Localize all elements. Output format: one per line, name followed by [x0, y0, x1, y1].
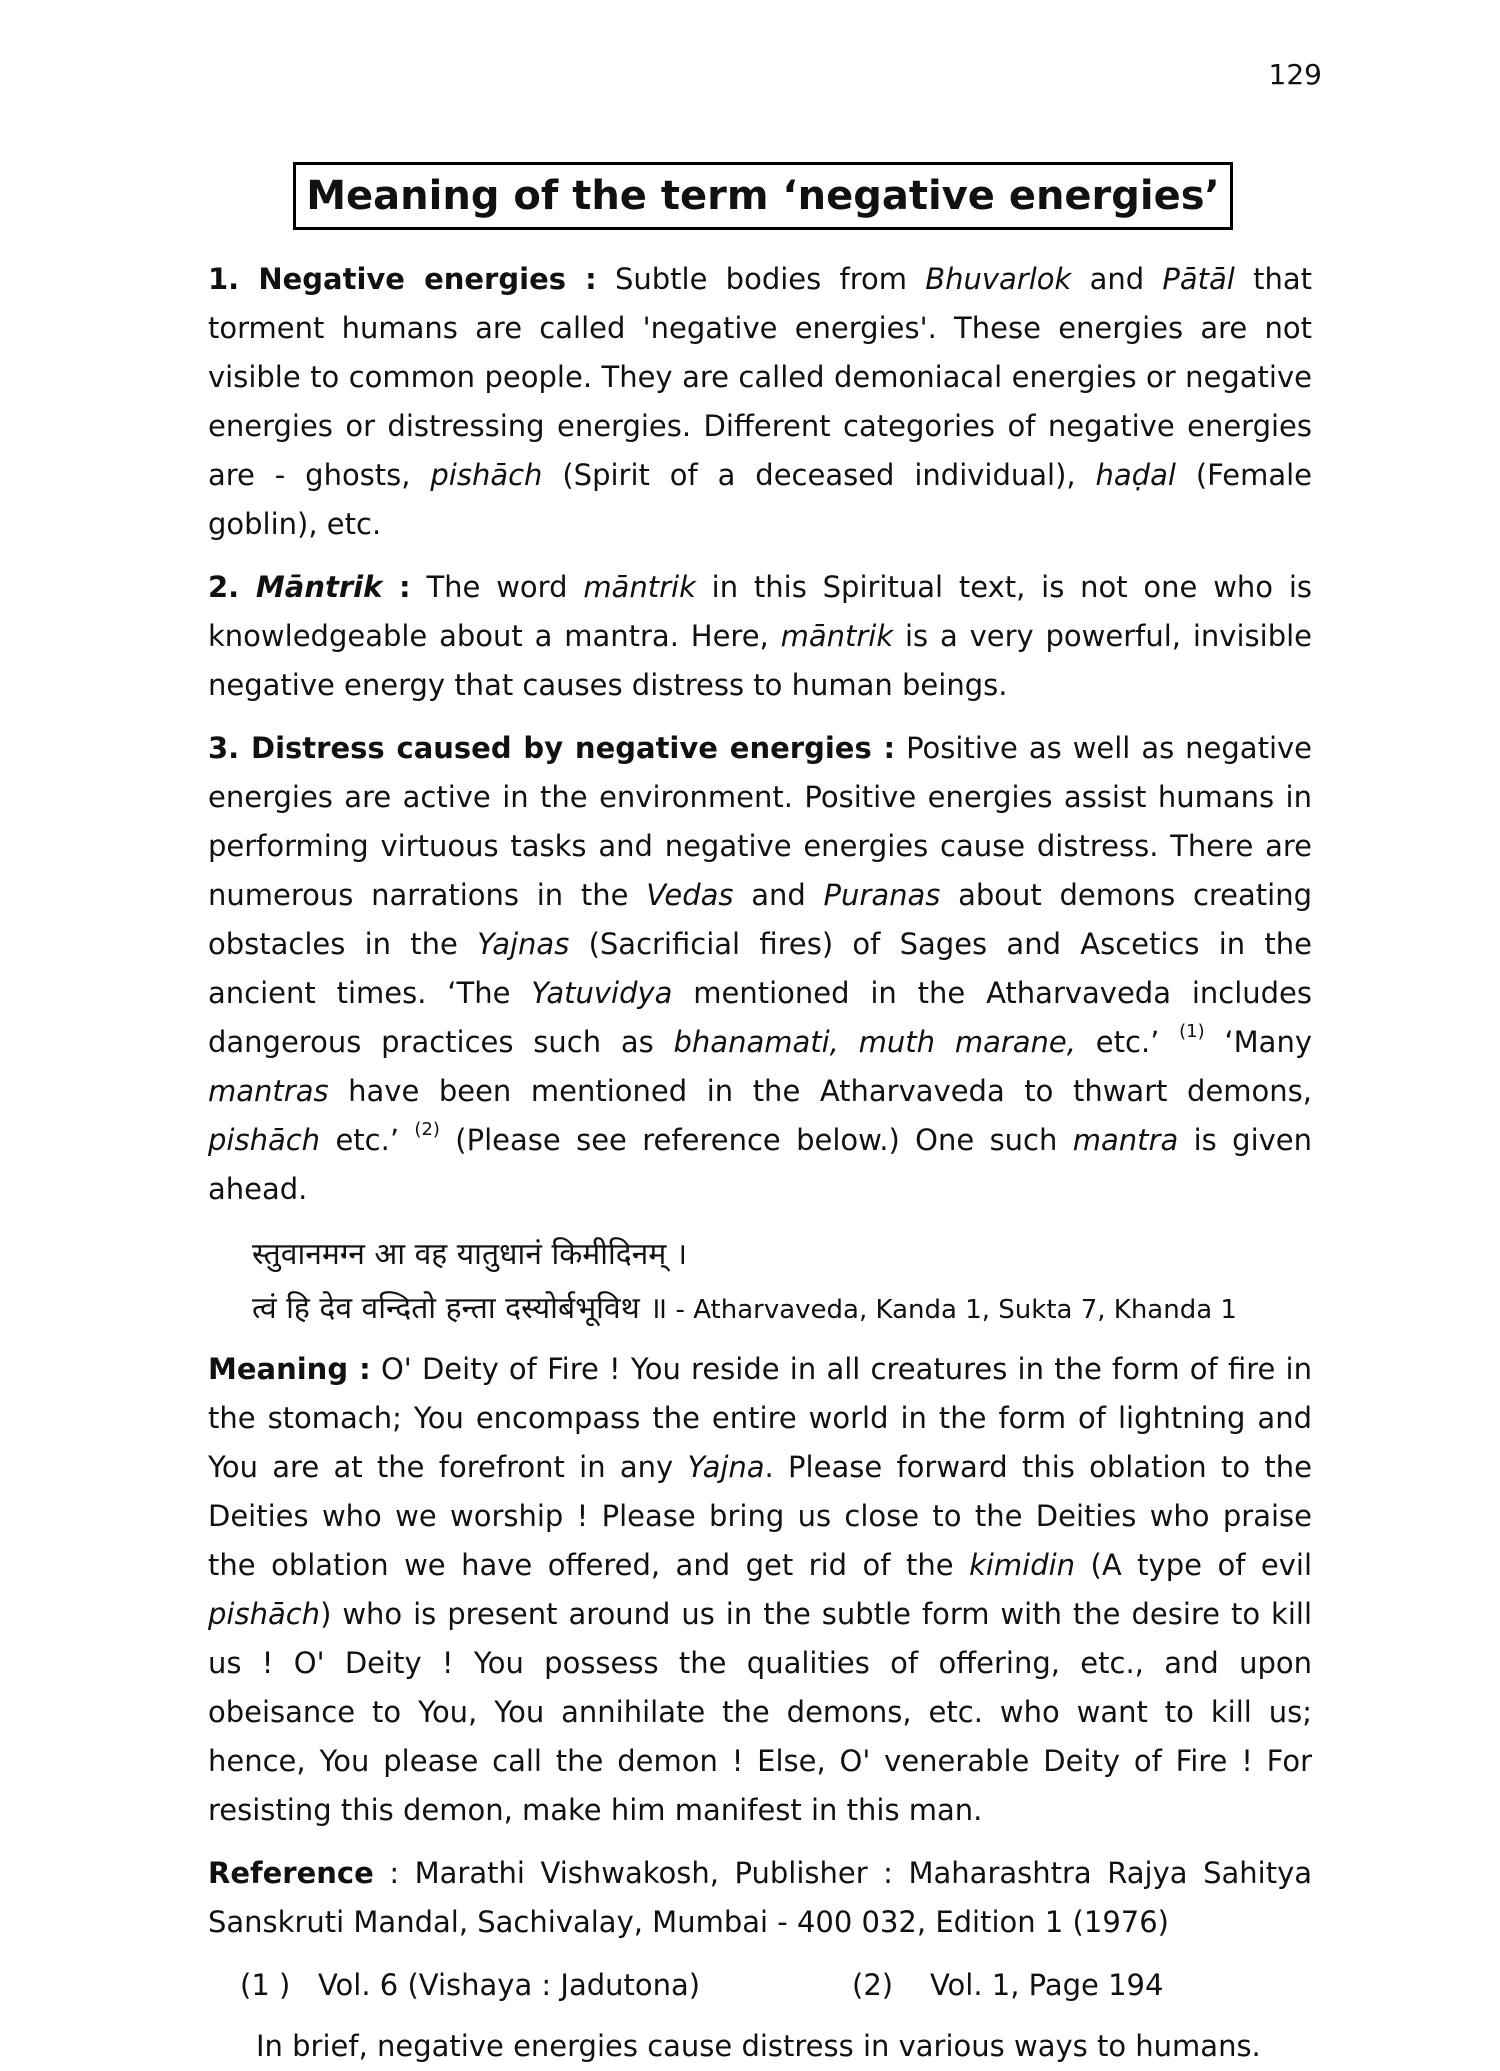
- text: ) who is present around us in the subtle form with the desire to kill us ! O' Deity ! You possess the qualities of offering, etc., and upon obeisance to You, You annihilate the demons, etc. who want to kill us; hence, You please call the demon ! Else, O' venerable Deity of Fire ! For resisting this demon, make him manifest in this man.: [208, 1597, 1312, 1827]
- text: (Sacrificial fires) of Sages and Ascetics in the ancient times. ‘The: [208, 927, 1313, 1010]
- text: ‘Many: [1204, 1025, 1312, 1059]
- text: have been mentioned in the Atharvaveda to thwart demons,: [328, 1074, 1312, 1108]
- page-number: 129: [1268, 58, 1322, 91]
- paragraph-label: Meaning :: [208, 1352, 371, 1386]
- paragraph-label: Reference: [208, 1856, 374, 1890]
- text: is a very powerful, invisible negative energy that causes distress to human beings.: [208, 619, 1312, 702]
- footnotes: [208, 1961, 1312, 2010]
- text: that torment humans are called 'negative energies'. These energies are not visible to common people. They are called demoniacal energies or negative energies or distressing energies. Different categories of negative energies are - ghosts,: [208, 262, 1312, 492]
- verse-line-1: स्तुवानमग्न आ वह यातुधानं किमीदिनम् ।: [252, 1237, 688, 1272]
- verse-line-2: [208, 1282, 1312, 1337]
- term: Puranas: [823, 878, 941, 912]
- text: O' Deity of Fire ! You reside in all creatures in the form of fire in the stomach; You encompass the entire world in the form of lightning and You are at the forefront in any: [208, 1352, 1312, 1484]
- text: (Please see reference below.) One such: [439, 1123, 1073, 1157]
- term: Bhuvarlok: [925, 262, 1072, 296]
- term: mantras: [208, 1074, 329, 1108]
- paragraph-label: :: [382, 570, 411, 604]
- text: (Female goblin), etc.: [208, 458, 1312, 541]
- text: and: [733, 878, 824, 912]
- text: Positive as well as negative energies are active in the environment. Positive energies assist humans in performing virtuous tasks and negative energies cause distress. There are numerous narrations in the: [208, 731, 1313, 912]
- term: Yajnas: [477, 927, 570, 961]
- footnote-marker: (1): [1179, 1021, 1205, 1043]
- term: māntrik: [583, 570, 696, 604]
- paragraph-distress: [208, 724, 1312, 1214]
- sanskrit-verse: [208, 1228, 1312, 1337]
- term: bhanamati, muth marane,: [673, 1025, 1076, 1059]
- verse-text: त्वं हि देव वन्दितो हन्ता दस्योर्बभूविथ ॥: [252, 1291, 668, 1326]
- term: haḍal: [1095, 458, 1176, 492]
- term: māntrik: [780, 619, 894, 653]
- term: Vedas: [646, 878, 734, 912]
- text: mentioned in the Atharvaveda includes dangerous practices such as: [208, 976, 1312, 1059]
- text: etc.’: [320, 1123, 415, 1157]
- paragraph-mantrik: [208, 563, 1312, 710]
- term: Pātāl: [1162, 262, 1235, 296]
- paragraph-label: 2.: [208, 570, 256, 604]
- text: The word: [410, 570, 584, 604]
- text: and: [1071, 262, 1163, 296]
- paragraph-label: 3. Distress caused by negative energies :: [208, 731, 896, 765]
- term: Yajna: [687, 1450, 765, 1484]
- text: in this Spiritual text, is not one who is knowledgeable about a mantra. Here,: [208, 570, 1313, 653]
- footnote-2: (2) Vol. 1, Page 194: [852, 1968, 1164, 2002]
- term: pishāch: [208, 1597, 321, 1631]
- text: . Please forward this oblation to the Deities who we worship ! Please bring us close to the Deities who praise the oblation we have offered, and get rid of the: [208, 1450, 1312, 1582]
- text: about demons creating obstacles in the: [208, 878, 1313, 961]
- text: (A type of evil: [1075, 1548, 1312, 1582]
- term: kimidin: [969, 1548, 1076, 1582]
- verse-source: - Atharvaveda, Kanda 1, Sukta 7, Khanda 1: [667, 1295, 1237, 1325]
- paragraph-reference: [208, 1849, 1312, 1947]
- text: : Marathi Vishwakosh, Publisher : Maharashtra Rajya Sahitya Sanskruti Mandal, Sachivalay, Mumbai - 400 032, Edition 1 (1976): [208, 1856, 1312, 1939]
- text: (Spirit of a deceased individual),: [542, 458, 1096, 492]
- paragraph-meaning: [208, 1345, 1312, 1835]
- section-title: Meaning of the term ‘negative energies’: [293, 162, 1233, 230]
- paragraph-label: Māntrik: [255, 570, 383, 604]
- footnote-marker: (2): [414, 1119, 440, 1141]
- body-content: [208, 255, 1312, 2071]
- term: mantra: [1072, 1123, 1179, 1157]
- term: pishāch: [208, 1123, 321, 1157]
- text: is given ahead.: [208, 1123, 1313, 1206]
- text: Subtle bodies from: [596, 262, 926, 296]
- paragraph-label: 1. Negative energies :: [208, 262, 597, 296]
- footnote-1: (1 ) Vol. 6 (Vishaya : Jadutona): [240, 1968, 701, 2002]
- text: etc.’: [1076, 1025, 1180, 1059]
- term: pishāch: [430, 458, 543, 492]
- summary-line: In brief, negative energies cause distress in various ways to humans.: [256, 2029, 1261, 2063]
- term: Yatuvidya: [531, 976, 673, 1010]
- paragraph-negative-energies: [208, 255, 1312, 549]
